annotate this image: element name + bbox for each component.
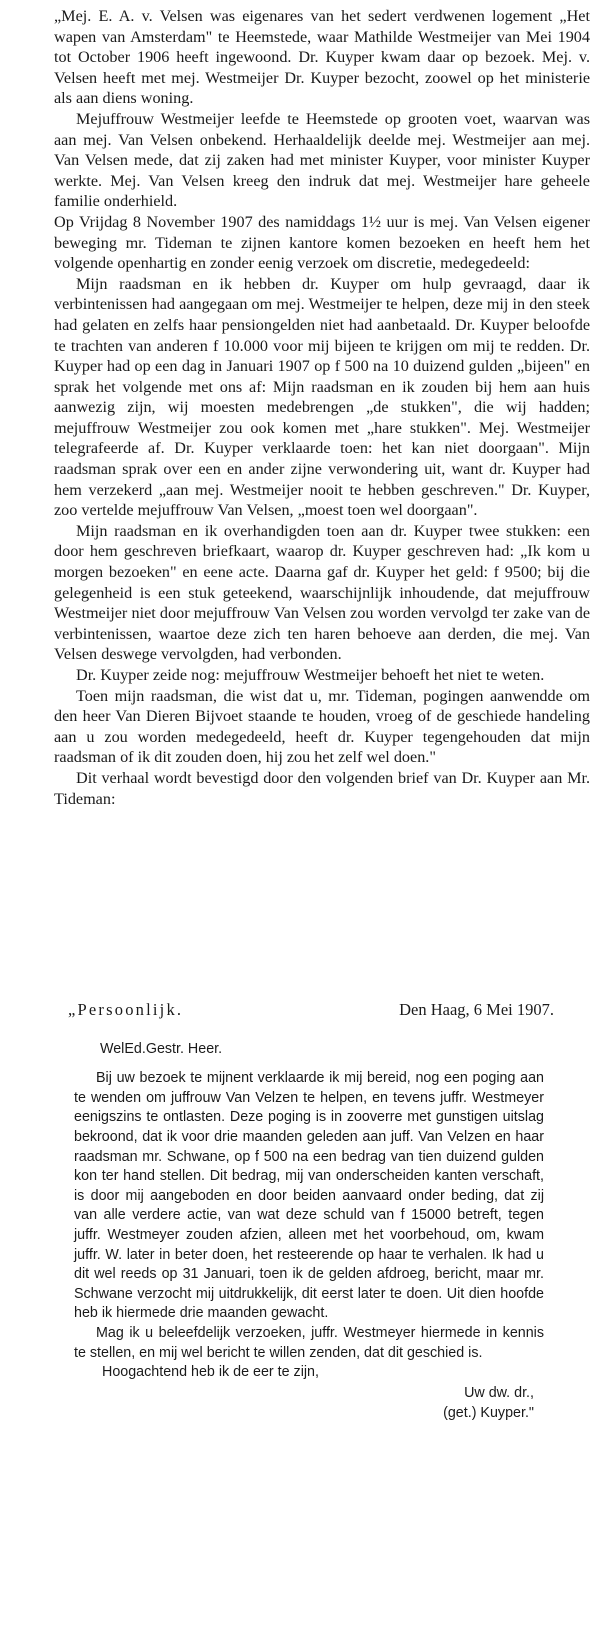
letter-salutation: WelEd.Gestr. Heer. [100, 1040, 223, 1057]
paragraph: „Mej. E. A. v. Velsen was eigenares van het sedert verdwenen logement „Het wapen van Amsterdam" te Heemstede, waar Mathilde Westmeijer van Mei 1904 tot October 1906 heeft ingewoond. Dr. Kuyper kwam daar op bezoek. Mej. v. Velsen heeft met mej. Westmeijer Dr. Kuyper bezocht, zoowel op het ministerie als aan diens woning. [54, 7, 590, 108]
paragraph: Mijn raadsman en ik hebben dr. Kuyper om hulp gevraagd, daar ik verbintenissen had aangegaan om mej. Westmeijer te helpen, deze mij in den steek had gelaten en zelfs haar pensiongelden niet had aanbetaald. Dr. Kuyper beloofde te trachten van anderen f 10.000 voor mij bijeen te krijgen om mij te redden. Dr. Kuyper had op een dag in Januari 1907 op f 500 na 10 duizend gulden „bijeen" en sprak het volgende met ons af: Mijn raadsman en ik zouden bij hem aan huis aanwezig zijn, wij moesten medebrengen „de stukken", die wij hadden; mejuffrouw Westmeijer zou ook komen met „hare stukken". Mej. Westmeijer telegrafeerde af. Dr. Kuyper verklaarde toen: het kan niet doorgaan". Mijn raadsman sprak over een en ander zijne verwondering uit, want dr. Kuyper had hem verzekerd „aan mej. Westmeijer nooit te hebben geschreven." Dr. Kuyper, zoo vertelde mejuffrouw Van Velsen, „moest toen wel doorgaan". [54, 274, 590, 520]
signature-line: Uw dw. dr., [464, 1384, 534, 1401]
letter-body [74, 1069, 544, 1363]
letter-paragraph: Mag ik u beleefdelijk verzoeken, juffr. Westmeyer hiermede in kennis te stellen, en mij wel bericht te willen zenden, dat dit geschied is. [74, 1324, 544, 1361]
paragraph: Op Vrijdag 8 November 1907 des namiddags 1½ uur is mej. Van Velsen eigener beweging mr. Tideman te zijnen kantore komen bezoeken en heeft hem het volgende openhartig en zonder eenig verzoek om discretie, medegedeeld: [54, 212, 590, 273]
letter-closing: Hoogachtend heb ik de eer te zijn, [102, 1364, 319, 1381]
paragraph: Mejuffrouw Westmeijer leefde te Heemstede op grooten voet, waarvan was aan mej. Van Velsen onbekend. Herhaaldelijk deelde mej. Westmeijer aan mej. Van Velsen mede, dat zij zaken had met minister Kuyper, voor minister Kuyper werkte. Mej. Van Velsen kreeg den indruk dat mej. Westmeijer hare geheele familie onderhield. [54, 109, 590, 211]
letter-heading: „Persoonlijk. [68, 1000, 184, 1019]
paragraph: Mijn raadsman en ik overhandigden toen aan dr. Kuyper twee stukken: een door hem geschreven briefkaart, waarop dr. Kuyper geschreven had: „Ik kom u morgen bezoeken" en eene acte. Daarna gaf dr. Kuyper het geld: f 9500; bij die gelegenheid is een stuk geteekend, waarschijnlijk inhoudende, dat mejuffrouw Westmeijer niet door mejuffrouw Van Velsen zou worden vervolgd ter zake van de verbintenissen, waartoe deze zich ten haren behoeve aan derden, die mej. Van Velsen deswege vervolgden, had verbonden. [54, 521, 590, 664]
letter-signature [74, 1383, 534, 1423]
letter-header [68, 1000, 554, 1020]
signature-line: (get.) Kuyper." [443, 1404, 534, 1421]
letter-paragraph: Bij uw bezoek te mijnent verklaarde ik mij bereid, nog een poging aan te wenden om juffrouw Van Velzen te helpen, en tevens juffr. Westmeyer eenigszins te ontlasten. Deze poging is in zooverre met gunstigen uitslag bekroond, dat ik voor drie maanden geleden aan juff. Van Velzen en haar raadsman mr. Schwane, op f 500 na een bedrag van tien duizend gulden kon ter hand stellen. Dit bedrag, mij van onderscheiden kanten verschaft, is door mij aangeboden en door beiden aanvaard onder beding, dat zij van alle verdere actie, van wat deze schuld van f 15000 betreft, tegen juffr. Westmeyer zouden afzien, alleen met het voorbehoud, om, kwam juffr. W. later in beter doen, het resteerende op haar te verhalen. Ik had u dit wel reeds op 31 Januari, toen ik de gelden afdroeg, bericht, maar mr. Schwane verzocht mij uitdrukkelijk, dit eerst later te doen. Uit dien hoofde heb ik hiermede drie maanden gewacht. [74, 1070, 544, 1322]
paragraph: Dr. Kuyper zeide nog: mejuffrouw Westmeijer behoeft het niet te weten. [76, 666, 545, 684]
quoted-letter [68, 1000, 554, 1423]
paragraph: Dit verhaal wordt bevestigd door den volgenden brief van Dr. Kuyper aan Mr. Tideman: [54, 768, 590, 808]
paragraph: Toen mijn raadsman, die wist dat u, mr. Tideman, pogingen aanwendde om den heer Van Dieren Bijvoet staande te houden, vroeg of de geschiede handeling aan u zou worden medegedeeld, heeft dr. Kuyper tegengehouden dat mijn raadsman of ik dit zouden doen, hij zou het zelf wel doen." [54, 686, 590, 767]
article-text [54, 6, 590, 809]
letter-date: Den Haag, 6 Mei 1907. [399, 1000, 554, 1019]
